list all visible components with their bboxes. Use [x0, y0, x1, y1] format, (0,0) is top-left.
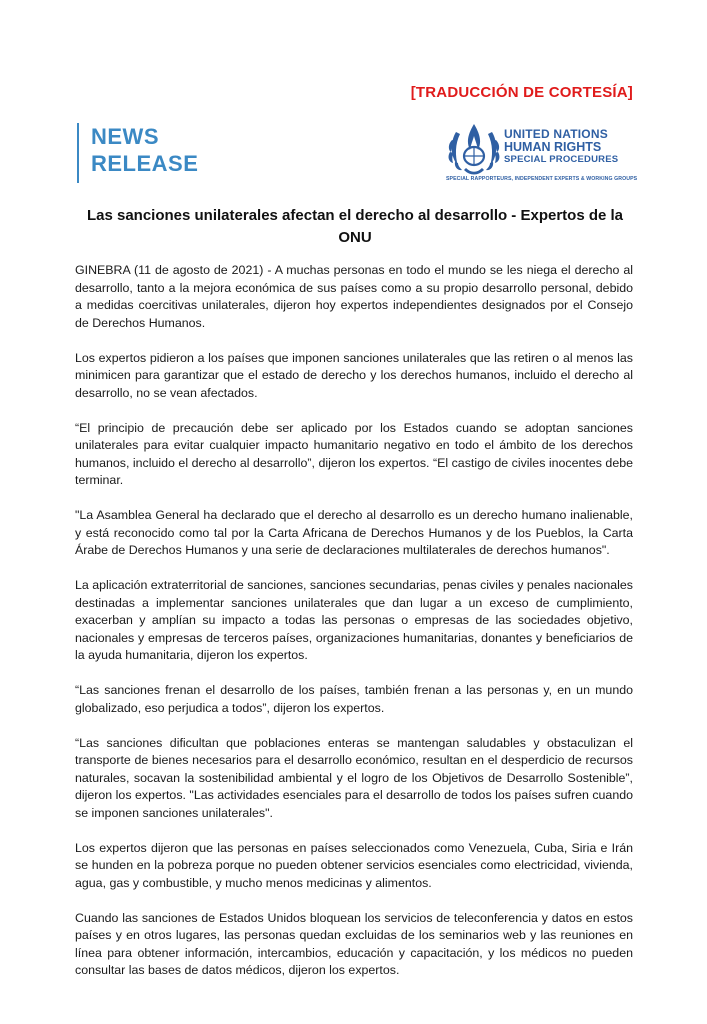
un-olive-wreath-emblem-icon: [446, 116, 502, 180]
article-paragraph: Los expertos pidieron a los países que imponen sanciones unilaterales que las retiren o al menos las minimicen para garantizar que el estado de derecho y los derechos humanos, incluido el derecho al desarrollo, no se vean afectados.: [75, 350, 633, 400]
article-paragraph: “Las sanciones frenan el desarrollo de los países, también frenan a las personas y, en un mundo globalizado, eso perjudica a todos”, dijeron los expertos.: [75, 683, 633, 715]
article-paragraph: Cuando las sanciones de Estados Unidos bloquean los servicios de teleconferencia y datos en estos países y en otros lugares, las personas quedan excluidas de los seminarios web y las reuniones en línea para obtener información, intercambios, educación y capacitación, y los médicos no pueden consultar las bases de datos médicos, dijeron los expertos.: [75, 910, 633, 977]
article-paragraph: Los expertos dijeron que las personas en países seleccionados como Venezuela, Cuba, Siria e Irán se hunden en la pobreza porque no pueden obtener servicios esenciales como electricidad, vivienda, agua, gas y combustible, y mucho menos medicinas y alimentos.: [75, 840, 633, 890]
un-logo-line-3: SPECIAL PROCEDURES: [504, 154, 619, 165]
news-release-line-1: NEWS: [91, 124, 159, 149]
un-logo-text: [504, 128, 638, 165]
article-paragraph: "La Asamblea General ha declarado que el derecho al desarrollo es un derecho humano inalienable, y está reconocido como tal por la Carta Africana de Derechos Humanos y de los Pueblos, la Carta Árabe de Derechos Humanos y una serie de declaraciones multilaterales de derechos humanos".: [75, 508, 633, 557]
article-paragraph: La aplicación extraterritorial de sanciones, sanciones secundarias, penas civiles y penales nacionales destinadas a implementar sanciones unilaterales que dan lugar a un exceso de cumplimiento, exacerban y amplían su impacto a todas las personas o empresas de las sociedades objetivo, nacionales y empresas de terceros países, organizaciones humanitarias, donantes y beneficiarios de la ayuda humanitaria, dijeron los expertos.: [75, 578, 633, 662]
un-logo-subtitle: SPECIAL RAPPORTEURS, INDEPENDENT EXPERTS & WORKING GROUPS: [446, 176, 638, 182]
press-release-headline: Las sanciones unilaterales afectan el derecho al desarrollo - Expertos de la ONU: [86, 207, 624, 246]
un-logo-line-1: UNITED NATIONS: [504, 127, 608, 141]
article-paragraph: “El principio de precaución debe ser aplicado por los Estados cuando se adoptan sanciones unilaterales para evitar cualquier impacto humanitario negativo en todo el ámbito de los derechos humanos, incluido el derecho al desarrollo”, dijeron los expertos. “El castigo de civiles inocentes debe terminar.: [75, 420, 633, 487]
news-release-logo: [77, 123, 198, 183]
courtesy-translation-label: [TRADUCCIÓN DE CORTESÍA]: [410, 84, 633, 101]
article-body: [75, 262, 633, 997]
article-paragraph: “Las sanciones dificultan que poblaciones enteras se mantengan saludables y obstaculizan el transporte de bienes necesarios para el desarrollo económico, resultan en el desperdicio de recursos naturales, socavan la sostenibilidad ambiental y el logro de los Objetivos de Desarrollo Sostenible”, dijeron los expertos. "Las actividades esenciales para el desarrollo de todos los países sufren cuando se imponen sanciones unilaterales".: [75, 735, 633, 820]
news-release-line-2: RELEASE: [91, 151, 199, 176]
article-paragraph: GINEBRA (11 de agosto de 2021) - A muchas personas en todo el mundo se les niega el derecho al desarrollo, tanto a la mejora económica de sus países como a su propio desarrollo personal, debido a medidas coercitivas unilaterales, dijeron hoy expertos independientes designados por el Consejo de Derechos Humanos.: [75, 263, 633, 330]
un-logo-line-2: HUMAN RIGHTS: [504, 140, 602, 154]
un-human-rights-logo: [446, 116, 636, 186]
